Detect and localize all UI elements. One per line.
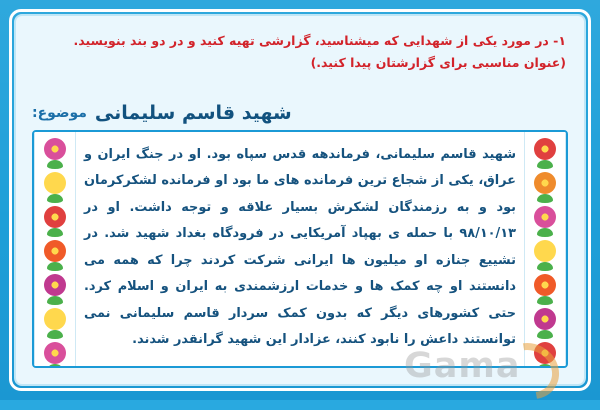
leaf-icon	[47, 364, 63, 366]
leaf-icon	[537, 296, 553, 305]
question-text: ۱- در مورد یکی از شهدایی که میشناسید، گزارشی تهیه کنید و در دو بند بنویسید. (عنوان مناسبی برای گزارشتان پیدا کنید.)	[73, 33, 566, 70]
flower-icon	[534, 138, 556, 160]
flower-icon	[534, 172, 556, 194]
leaf-icon	[537, 228, 553, 237]
leaf-icon	[537, 364, 553, 366]
subject-row	[32, 102, 568, 124]
flower-icon	[44, 240, 66, 262]
flower-icon	[534, 342, 556, 364]
flower-icon	[534, 240, 556, 262]
flower-icon	[534, 274, 556, 296]
flower-icon	[44, 342, 66, 364]
flower-icon	[44, 274, 66, 296]
flower-icon	[534, 308, 556, 330]
leaf-icon	[537, 160, 553, 169]
leaf-icon	[537, 194, 553, 203]
answer-body-text: شهید قاسم سلیمانی، فرماندهه قدس سپاه بود. او در جنگ ایران و عراق، یکی از شجاع ترین فرمانده های ما بود او فرمانده لشکرکرمان بود و به رزمندگان لشکرش بسیار علاقه و توجه داشت. او در ۹۸/۱۰/۱۳ با حمله ی بهپاد آمریکایی در فرودگاه بغداد شهید شد. در تشییع جنازه او میلیون ها ایرانی شرکت کردند چرا که همه می دانستند او چه کمک ها و خدمات ارزشمندی به ایران و اسلام کرد. حتی کشورهای دیگر که بدون کمک سردار قاسم سلیمانی نمی توانستند داعش را نابود کنند، عزادار این شهید گرانقدر شدند.	[84, 147, 516, 348]
leaf-icon	[47, 194, 63, 203]
answer-body-card	[32, 130, 568, 368]
flower-icon	[534, 206, 556, 228]
flower-icon	[44, 172, 66, 194]
flower-icon	[44, 138, 66, 160]
floral-border-right-icon	[524, 132, 566, 366]
leaf-icon	[47, 228, 63, 237]
flower-icon	[44, 206, 66, 228]
watermark-text: Gama	[404, 346, 521, 386]
subject-value: شهید قاسم سلیمانی	[94, 102, 292, 124]
worksheet-content-panel	[14, 14, 586, 386]
leaf-icon	[537, 330, 553, 339]
leaf-icon	[537, 262, 553, 271]
leaf-icon	[47, 330, 63, 339]
subject-label: موضوع:	[32, 105, 87, 121]
leaf-icon	[47, 262, 63, 271]
floral-border-left-icon	[34, 132, 76, 366]
leaf-icon	[47, 160, 63, 169]
leaf-icon	[47, 296, 63, 305]
flower-icon	[44, 308, 66, 330]
